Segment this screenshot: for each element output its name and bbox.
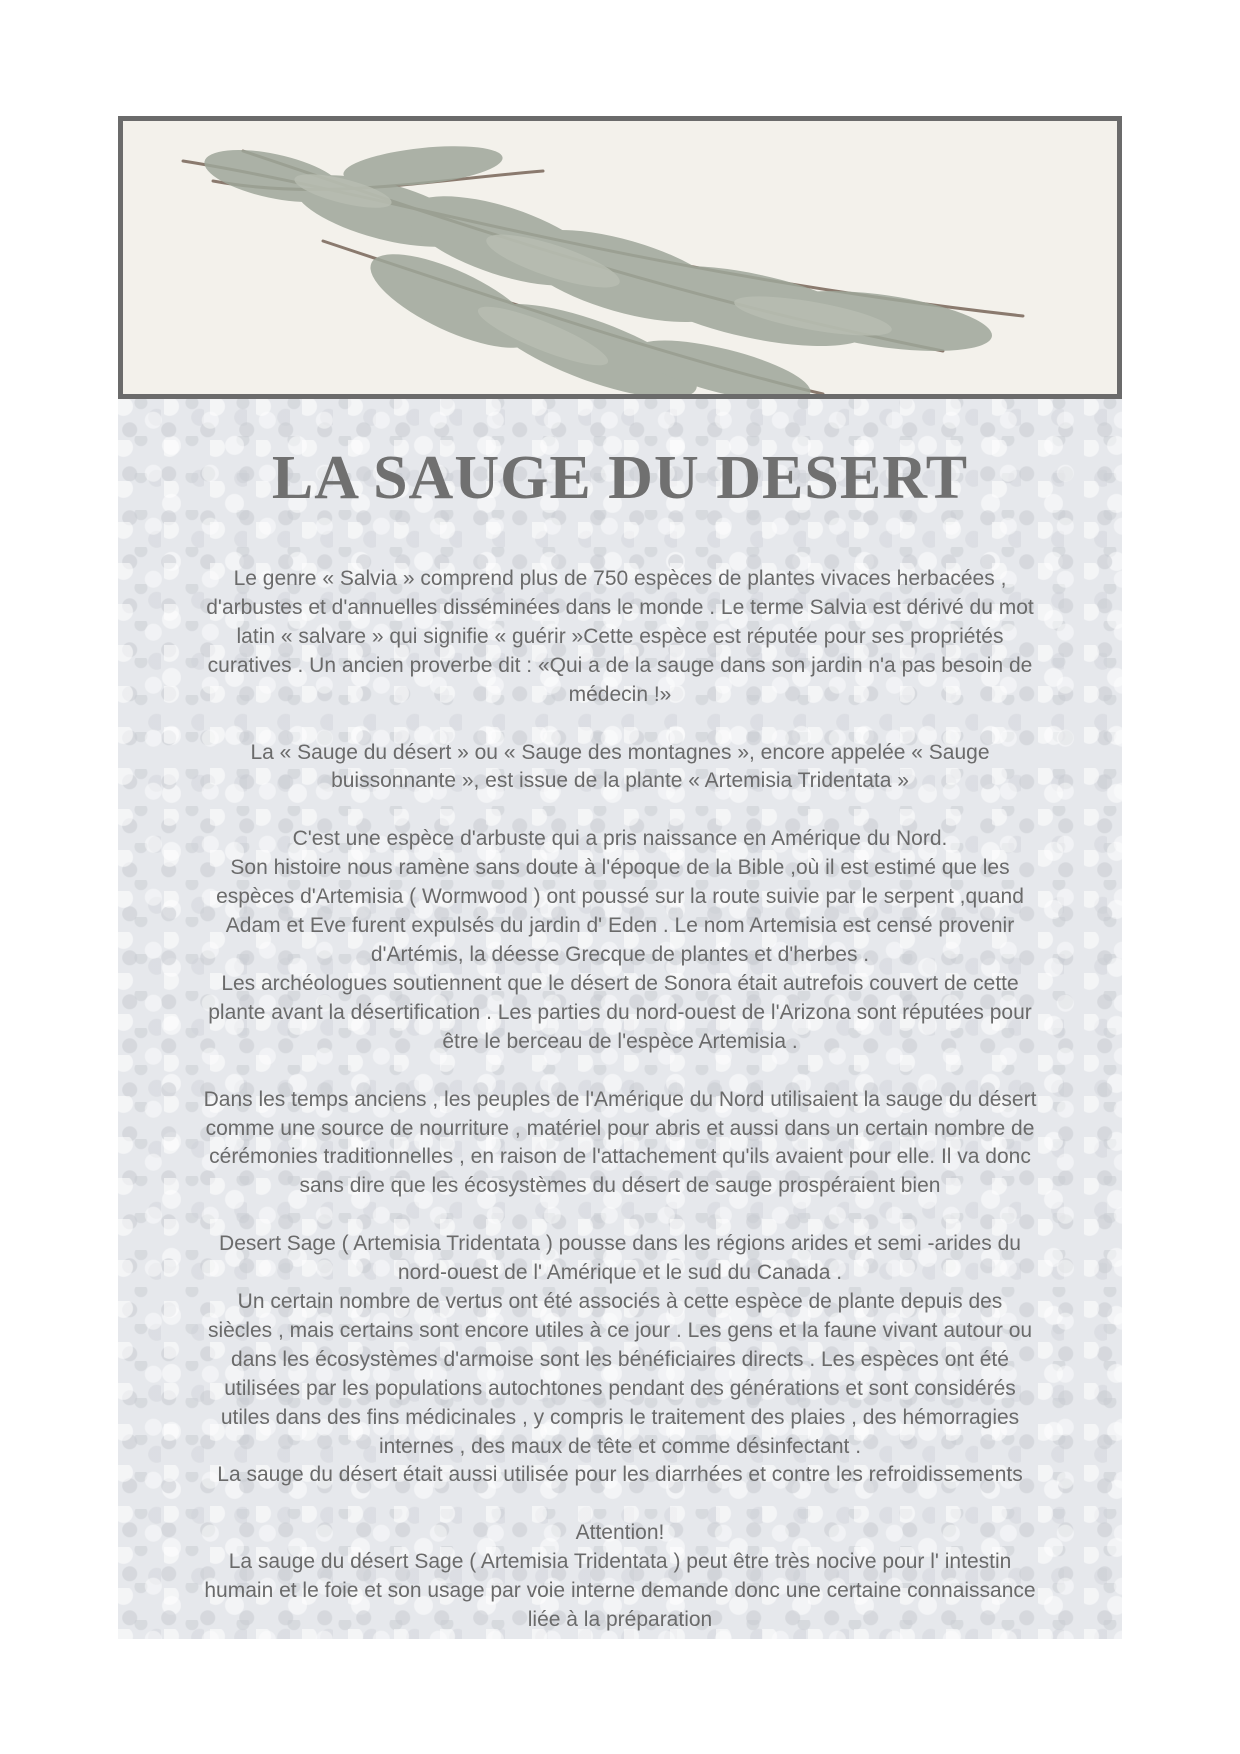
text-line: Desert Sage ( Artemisia Tridentata ) pousse dans les régions arides et semi -arides du	[219, 1232, 1021, 1256]
paragraph-names	[118, 739, 1122, 797]
paragraph-virtues	[118, 1230, 1122, 1490]
text-line: curatives . Un ancien proverbe dit : «Qui a de la sauge dans son jardin n'a pas besoin de	[207, 653, 1033, 677]
text-line: sans dire que les écosystèmes du désert de sauge prospéraient bien	[299, 1174, 941, 1198]
paragraph-ancient-uses	[118, 1086, 1122, 1202]
text-line: liée à la préparation	[527, 1608, 713, 1632]
text-line: buissonnante », est issue de la plante « Artemisia Tridentata »	[331, 769, 909, 793]
text-panel	[118, 399, 1122, 1639]
paragraph-history	[118, 825, 1122, 1056]
text-line: médecin !»	[568, 682, 672, 706]
text-line: Adam et Eve furent expulsés du jardin d' Eden . Le nom Artemisia est censé provenir	[225, 914, 1015, 938]
text-line: utilisées par les populations autochtones pendant des générations et sont considérés	[224, 1376, 1016, 1400]
text-line: siècles , mais certains sont encore utiles à ce jour . Les gens et la faune vivant autour ou	[207, 1318, 1033, 1342]
paragraph-warning	[118, 1519, 1122, 1635]
text-line: humain et le foie et son usage par voie interne demande donc une certaine connaissance	[204, 1579, 1036, 1603]
text-line: Dans les temps anciens , les peuples de l'Amérique du Nord utilisaient la sauge du désert	[203, 1087, 1037, 1111]
text-line: dans les écosystèmes d'armoise sont les bénéficiaires directs . Les espèces ont été	[231, 1347, 1009, 1371]
text-line: latin « salvare » qui signifie « guérir »Cette espèce est réputée pour ses propriétés	[236, 624, 1004, 648]
text-line: être le berceau de l'espèce Artemisia .	[442, 1029, 798, 1053]
text-line: comme une source de nourriture , matériel pour abris et aussi dans un certain nombre de	[205, 1116, 1035, 1140]
text-line: Les archéologues soutiennent que le désert de Sonora était autrefois couvert de cette	[221, 971, 1019, 995]
text-line: cérémonies traditionnelles , en raison de l'attachement qu'ils avaient pour elle. Il va donc	[209, 1145, 1031, 1169]
text-line: plante avant la désertification . Les parties du nord-ouest de l'Arizona sont réputées pour	[208, 1000, 1032, 1024]
body-text	[118, 565, 1122, 1635]
text-line: Son histoire nous ramène sans doute à l'époque de la Bible ,où il est estimé que les	[230, 856, 1010, 880]
text-line: Le genre « Salvia » comprend plus de 750 espèces de plantes vivaces herbacées ,	[233, 567, 1007, 590]
dried-sage-image	[123, 121, 1117, 394]
text-line: internes , des maux de tête et comme désinfectant .	[378, 1434, 862, 1458]
text-line: espèces d'Artemisia ( Wormwood ) ont poussé sur la route suivie par le serpent ,quand	[216, 885, 1024, 909]
text-line: nord-ouest de l' Amérique et le sud du Canada .	[397, 1261, 843, 1285]
text-line: La sauge du désert Sage ( Artemisia Tridentata ) peut être très nocive pour l' intestin	[228, 1550, 1012, 1574]
text-line: La sauge du désert était aussi utilisée pour les diarrhées et contre les refroidissements	[217, 1463, 1023, 1487]
paragraph-intro-salvia	[118, 565, 1122, 710]
text-line: d'Artémis, la déesse Grecque de plantes et d'herbes .	[370, 942, 870, 966]
hero-image-frame	[118, 116, 1122, 399]
text-line: Un certain nombre de vertus ont été associés à cette espèce de plante depuis des	[237, 1290, 1003, 1314]
text-line: C'est une espèce d'arbuste qui a pris naissance en Amérique du Nord.	[292, 827, 948, 851]
text-line: La « Sauge du désert » ou « Sauge des montagnes », encore appelée « Sauge	[250, 740, 990, 764]
text-line: d'arbustes et d'annuelles disséminées dans le monde . Le terme Salvia est dérivé du mot	[206, 595, 1034, 619]
page-title: LA SAUGE DU DESERT	[271, 444, 969, 512]
text-line: Attention!	[575, 1521, 665, 1545]
text-line: utiles dans des fins médicinales , y compris le traitement des plaies , des hémorragies	[220, 1405, 1020, 1429]
